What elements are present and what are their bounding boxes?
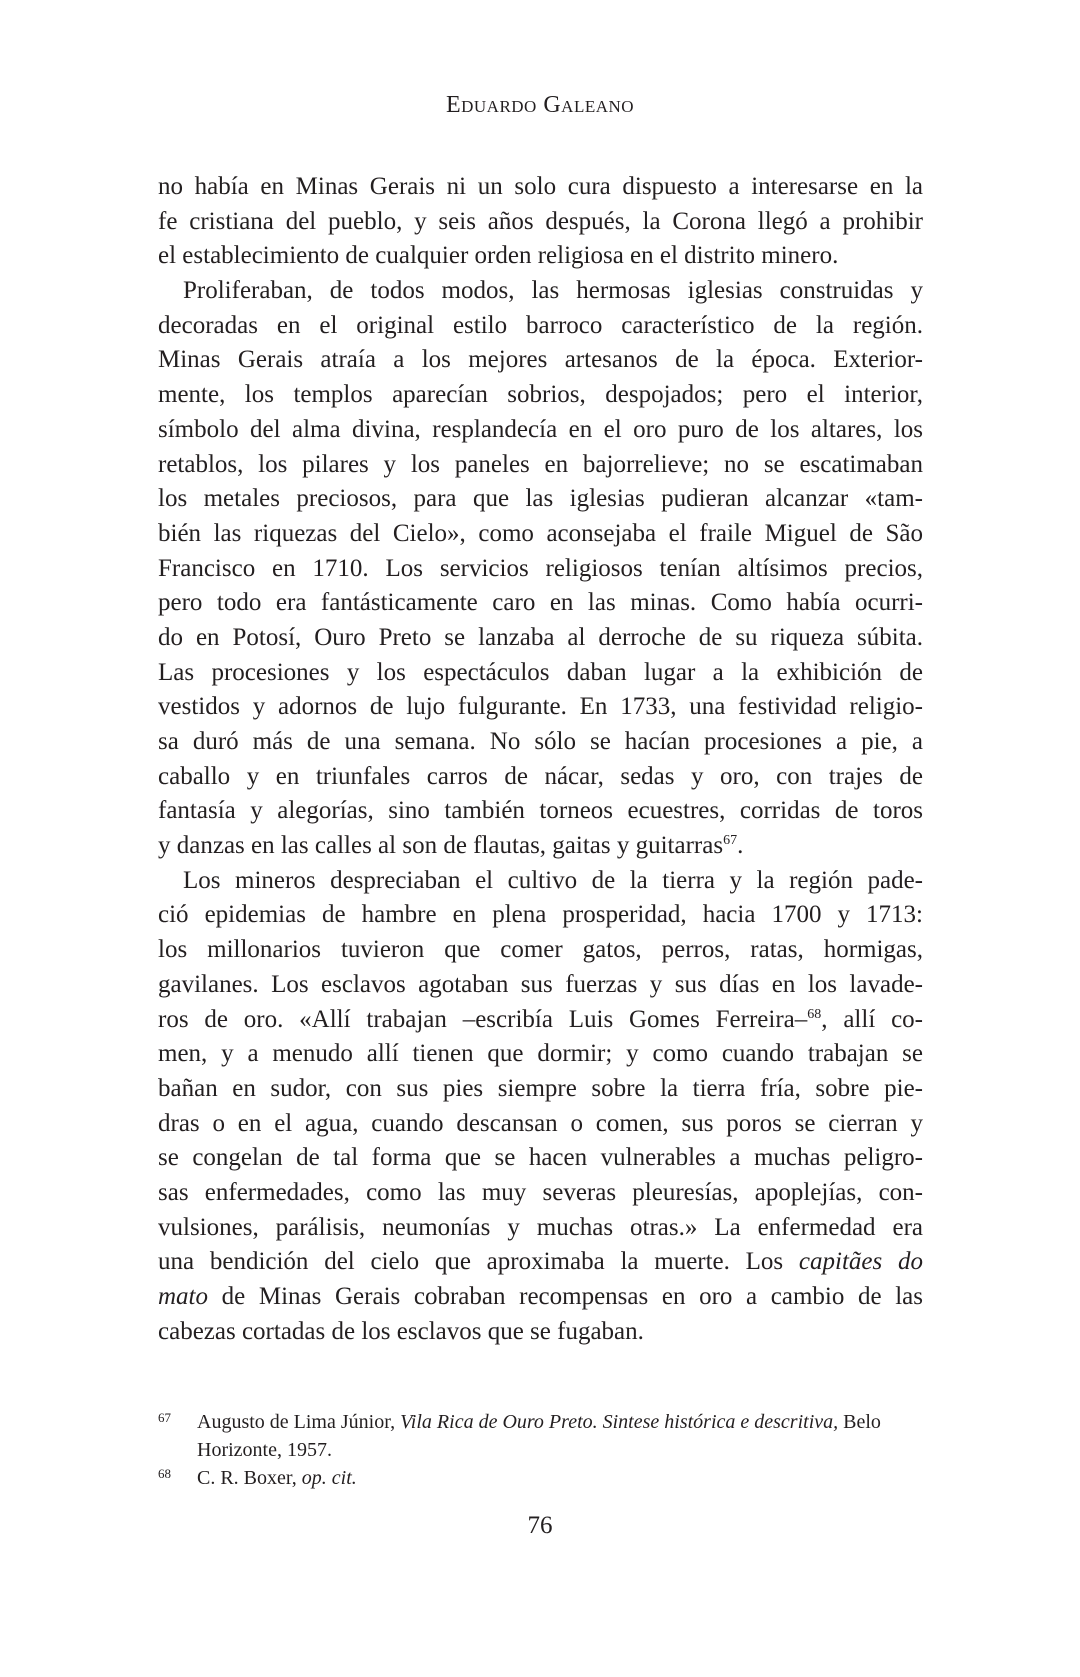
text-line: Proliferaban, de todos modos, las hermosas iglesias construidas y	[183, 277, 923, 305]
text-line: no había en Minas Gerais ni un solo cura dispuesto a interesarse en la	[158, 173, 923, 200]
paragraph	[158, 274, 923, 864]
text-line: el establecimiento de cualquier orden religiosa en el distrito minero.	[158, 242, 839, 270]
italic-text: capitães do	[798, 1248, 923, 1276]
footnote-title: Vila Rica de Ouro Preto. Sintese histórica e descritiva,	[400, 1411, 839, 1433]
text-line	[158, 1245, 923, 1280]
footnotes	[158, 1408, 923, 1492]
text-line	[158, 1003, 923, 1038]
text-line: mente, los templos aparecían sobrios, despojados; pero el interior,	[158, 381, 923, 409]
footnote	[158, 1408, 923, 1464]
footnote-author: Augusto de Lima Júnior,	[197, 1411, 401, 1433]
text-line: caballo y en triunfales carros de nácar, sedas y oro, con trajes de	[158, 762, 923, 790]
text-line: Francisco en 1710. Los servicios religiosos tenían altísimos precios,	[158, 554, 923, 582]
text-line: retablos, los pilares y los paneles en bajorrelieve; no se escatimaban	[158, 450, 923, 478]
paragraph	[158, 170, 923, 274]
text-line: pero todo era fantásticamente caro en las minas. Como había ocurri-	[158, 589, 923, 617]
footnote-reference: 68	[807, 1006, 822, 1022]
text-segment: , allí co-	[821, 1005, 923, 1033]
text-line: ció epidemias de hambre en plena prosperidad, hacia 1700 y 1713:	[158, 901, 923, 929]
page-number: 76	[527, 1512, 553, 1539]
text-line: cabezas cortadas de los esclavos que se fugaban.	[158, 1317, 644, 1345]
footnote-number: 68	[158, 1466, 171, 1481]
text-line: símbolo del alma divina, resplandecía en el oro puro de los altares, los	[158, 415, 923, 443]
text-line: Minas Gerais atraía a los mejores artesanos de la época. Exterior-	[158, 346, 923, 374]
text-line: sas enfermedades, como las muy severas pleuresías, apoplejías, con-	[158, 1178, 923, 1206]
footnote-rest: Belo Horizonte, 1957.	[197, 1411, 881, 1461]
text-line: se congelan de tal forma que se hacen vulnerables a muchas peligro-	[158, 1144, 923, 1172]
footnote-text	[197, 1464, 923, 1492]
text-line: vulsiones, parálisis, neumonías y muchas otras.» La enfermedad era	[158, 1213, 923, 1241]
text-line: fe cristiana del pueblo, y seis años después, la Corona llegó a prohibir	[158, 207, 923, 235]
text-segment: de Minas Gerais cobraban recompensas en oro a cambio de las	[208, 1283, 923, 1310]
text-line: Los mineros despreciaban el cultivo de la tierra y la región pade-	[183, 866, 923, 894]
text-line: los millonarios tuvieron que comer gatos, perros, ratas, hormigas,	[158, 936, 923, 964]
footnote-number: 67	[158, 1410, 171, 1425]
text-line: Las procesiones y los espectáculos daban lugar a la exhibición de	[158, 658, 923, 686]
text-line: men, y a menudo allí tienen que dormir; y como cuando trabajan se	[158, 1040, 923, 1068]
footnote-reference: 67	[723, 833, 738, 849]
footnote-text	[197, 1408, 923, 1464]
body-text	[158, 170, 923, 1349]
text-segment: una bendición del cielo que aproximaba la muerte. Los	[158, 1248, 799, 1276]
text-line: sa duró más de una semana. No sólo se hacían procesiones a pie, a	[158, 728, 923, 755]
text-line: bañan en sudor, con sus pies siempre sobre la tierra fría, sobre pie-	[158, 1074, 923, 1102]
footnote-title: op. cit.	[301, 1467, 357, 1489]
text-line: vestidos y adornos de lujo fulgurante. En 1733, una festividad religio-	[158, 693, 923, 721]
text-line: decoradas en el original estilo barroco característico de la región.	[158, 311, 923, 339]
text-segment: .	[737, 832, 744, 860]
running-head: Eduardo Galeano	[445, 92, 635, 118]
text-line	[158, 1280, 923, 1315]
text-line: los metales preciosos, para que las iglesias pudieran alcanzar «tam-	[158, 485, 923, 513]
italic-text: mato	[158, 1283, 208, 1310]
text-line	[158, 829, 923, 864]
text-line: bién las riquezas del Cielo», como aconsejaba el fraile Miguel de São	[158, 519, 923, 547]
text-line: dras o en el agua, cuando descansan o comen, sus poros se cierran y	[158, 1109, 923, 1137]
text-line: gavilanes. Los esclavos agotaban sus fuerzas y sus días en los lavade-	[158, 970, 923, 998]
paragraph	[158, 864, 923, 1350]
footnote	[158, 1464, 923, 1492]
text-segment: ros de oro. «Allí trabajan –escribía Luis Gomes Ferreira–	[158, 1005, 808, 1033]
footnote-author: C. R. Boxer,	[197, 1467, 302, 1489]
text-line: fantasía y alegorías, sino también torneos ecuestres, corridas de toros	[158, 797, 923, 825]
text-line: do en Potosí, Ouro Preto se lanzaba al derroche de su riqueza súbita.	[158, 623, 923, 651]
text-segment: y danzas en las calles al son de flautas, gaitas y guitarras	[158, 832, 724, 860]
